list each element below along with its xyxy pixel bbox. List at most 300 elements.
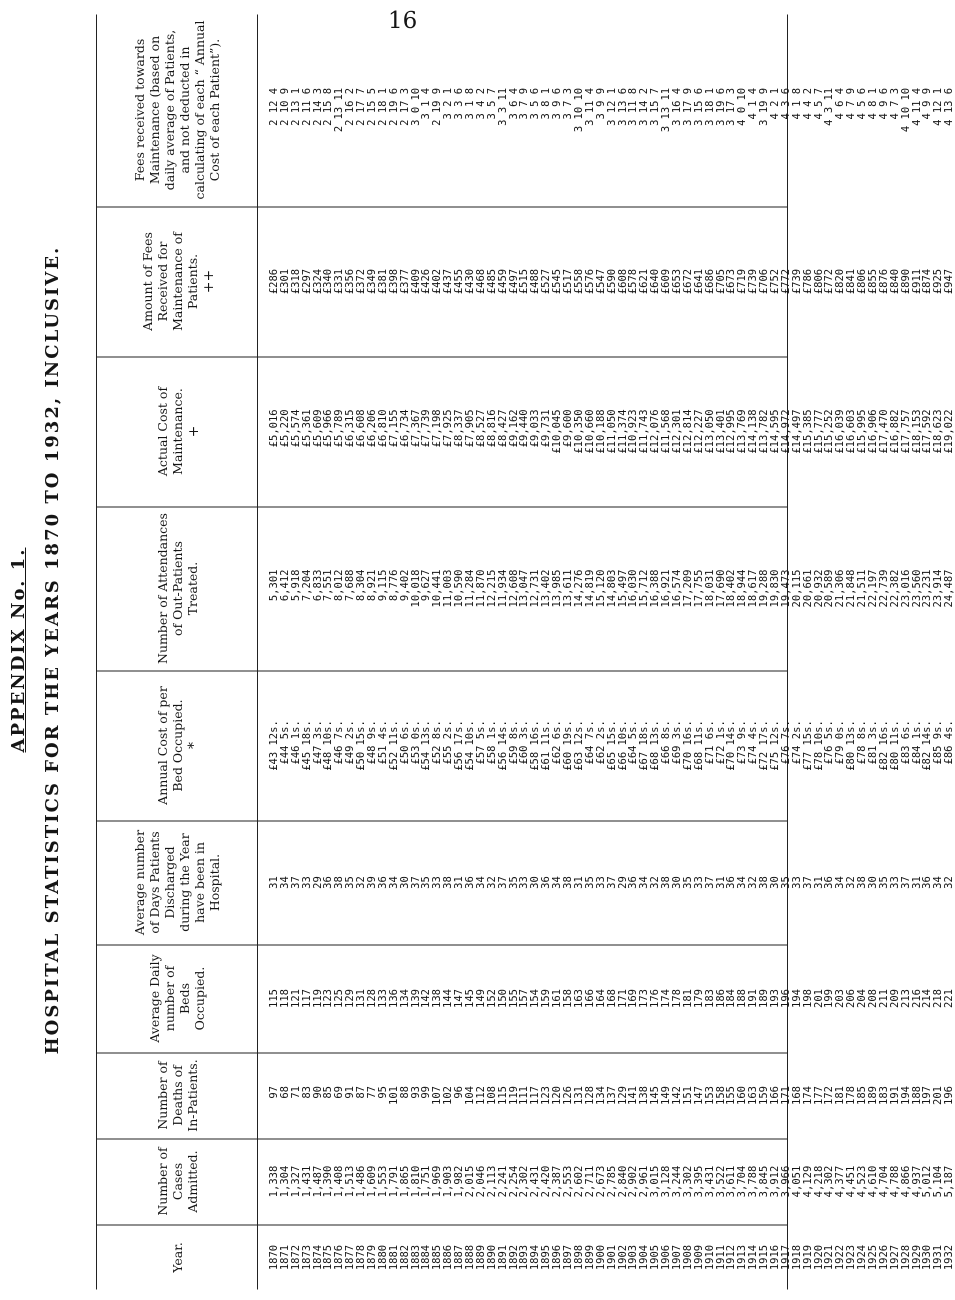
- table-cell: 32: [485, 876, 498, 889]
- table-cell: £11,568: [660, 409, 673, 454]
- table-cell: 22,382: [888, 569, 901, 608]
- table-cell: £64 5s.: [627, 720, 640, 765]
- column-header-admitted: [101, 1139, 255, 1225]
- statistics-table: [96, 15, 955, 1290]
- table-cell: 36: [921, 876, 934, 889]
- table-cell: 11,003: [442, 569, 455, 608]
- table-cell: 163: [572, 989, 585, 1008]
- table-cell: 18,944: [736, 569, 749, 608]
- table-cell: 8,012: [333, 569, 346, 602]
- table-title: HOSPITAL STATISTICS FOR THE YEARS 1870 TO 1932, INCLUSIVE.: [42, 245, 63, 1055]
- table-cell: 3 8 1: [540, 87, 553, 120]
- table-cell: 30: [768, 876, 781, 889]
- column-fees: [97, 207, 955, 358]
- table-cell: 16,921: [660, 569, 673, 608]
- table-cell: 1917: [779, 1244, 792, 1271]
- table-cell: £79 0s.: [834, 720, 847, 765]
- table-cell: £18,153: [910, 409, 923, 454]
- table-cell: £9,033: [529, 409, 542, 448]
- table-cell: 37: [496, 876, 509, 889]
- table-cell: 31: [714, 876, 727, 889]
- table-cell: 4 0 10: [736, 87, 749, 126]
- column-year: [97, 1226, 955, 1290]
- table-cell: 1,487: [311, 1165, 324, 1198]
- page-number: 16: [388, 8, 418, 34]
- column-values: [269, 357, 955, 507]
- table-cell: 12,608: [507, 569, 520, 608]
- table-cell: 191: [888, 1086, 901, 1105]
- table-cell: 4 8 1: [866, 87, 879, 120]
- table-cell: £76 7s.: [779, 720, 792, 765]
- table-cell: 1908: [681, 1244, 694, 1271]
- table-cell: 129: [616, 1086, 629, 1105]
- column-stay: [97, 821, 955, 946]
- table-cell: £9,600: [562, 409, 575, 448]
- table-cell: £739: [747, 268, 760, 295]
- table-cell: £64 7s.: [583, 720, 596, 765]
- table-cell: 71: [289, 1086, 302, 1099]
- table-cell: 3 15 6: [692, 87, 705, 126]
- table-cell: 144: [442, 989, 455, 1008]
- table-cell: 4,129: [801, 1165, 814, 1198]
- table-cell: 4 2 1: [768, 87, 781, 120]
- table-cell: £50 6s.: [398, 720, 411, 765]
- table-cell: £806: [812, 268, 825, 295]
- table-cell: 18,617: [747, 569, 760, 608]
- table-cell: £15,385: [801, 409, 814, 454]
- table-cell: 4 12 1: [932, 87, 945, 126]
- table-cell: £10,660: [583, 409, 596, 454]
- table-cell: £43 12s.: [268, 720, 280, 771]
- table-cell: £72 17s.: [758, 720, 771, 771]
- table-cell: 4 10 10: [899, 87, 912, 133]
- table-cell: £297: [300, 268, 313, 295]
- table-cell: £9,162: [507, 409, 520, 448]
- table-cell: £5,016: [268, 409, 280, 448]
- table-cell: £558: [572, 268, 585, 295]
- table-cell: 3 13 6: [616, 87, 629, 126]
- table-cell: 1916: [768, 1244, 781, 1271]
- table-cell: 1932: [943, 1244, 955, 1271]
- table-cell: 1928: [899, 1244, 912, 1271]
- table-cell: £14,497: [790, 409, 803, 454]
- table-cell: 161: [551, 989, 564, 1008]
- table-cell: £17,470: [877, 409, 890, 454]
- table-cell: 4,523: [856, 1165, 869, 1198]
- table-cell: 23,231: [921, 569, 934, 608]
- table-cell: £340: [322, 268, 335, 295]
- table-cell: £56 17s.: [453, 720, 466, 771]
- table-cell: £50 15s.: [355, 720, 368, 771]
- table-cell: 21,511: [856, 569, 869, 608]
- table-cell: £739: [790, 268, 803, 295]
- table-cell: 4,451: [845, 1165, 858, 1198]
- table-cell: £324: [311, 268, 324, 295]
- table-cell: 3 7 3: [562, 87, 575, 120]
- table-cell: £527: [540, 268, 553, 295]
- column-values: [269, 821, 955, 945]
- table-cell: £17,592: [921, 409, 934, 454]
- table-cell: £301: [278, 268, 291, 295]
- table-cell: 5,187: [943, 1165, 955, 1198]
- table-cell: £54 13s.: [420, 720, 433, 771]
- table-cell: £74 2s.: [790, 720, 803, 765]
- table-cell: 30: [866, 876, 879, 889]
- table-cell: £11,374: [616, 409, 629, 454]
- table-cell: £78 10s.: [812, 720, 825, 771]
- table-cell: 1930: [921, 1244, 934, 1271]
- table-cell: £719: [736, 268, 749, 295]
- table-cell: 149: [660, 1086, 673, 1105]
- table-cell: £7,905: [464, 409, 477, 448]
- table-cell: 17,209: [681, 569, 694, 608]
- table-cell: 33: [692, 876, 705, 889]
- table-cell: £70 14s.: [725, 720, 738, 771]
- table-cell: £11,050: [605, 409, 618, 454]
- table-cell: 3,966: [779, 1165, 792, 1198]
- column-header-feesdaily: [101, 14, 255, 207]
- table-cell: 1891: [496, 1244, 509, 1271]
- table-cell: £76 5s.: [823, 720, 836, 765]
- table-cell: £608: [616, 268, 629, 295]
- table-cell: 1923: [845, 1244, 858, 1271]
- table-cell: 4 5 6: [856, 87, 869, 120]
- table-cell: 12,215: [485, 569, 498, 608]
- table-cell: £62 6s.: [551, 720, 564, 765]
- table-cell: £9,440: [518, 409, 531, 448]
- table-cell: 218: [932, 989, 945, 1008]
- table-cell: £84 1s.: [910, 720, 923, 765]
- table-cell: £15,995: [856, 409, 869, 454]
- table-cell: £61 11s.: [540, 720, 553, 771]
- column-values: [269, 671, 955, 821]
- table-cell: 38: [562, 876, 575, 889]
- table-cell: £706: [758, 268, 771, 295]
- table-cell: £640: [649, 268, 662, 295]
- table-cell: 194: [899, 1086, 912, 1105]
- table-cell: 2 15 5: [366, 87, 379, 126]
- table-cell: 13,402: [540, 569, 553, 608]
- table-cell: 97: [268, 1086, 280, 1099]
- table-cell: 11,934: [496, 569, 509, 608]
- table-cell: 2,241: [496, 1165, 509, 1198]
- table-cell: 1,751: [420, 1165, 433, 1198]
- table-cell: 3,788: [747, 1165, 760, 1198]
- column-header-outpatients: [101, 507, 255, 671]
- table-cell: £13,401: [714, 409, 727, 454]
- table-cell: 133: [376, 989, 389, 1008]
- table-cell: 197: [921, 1086, 934, 1105]
- table-cell: 69: [333, 1086, 346, 1099]
- table-cell: £55 2s.: [442, 720, 455, 765]
- table-cell: 34: [736, 876, 749, 889]
- table-cell: £377: [398, 268, 411, 295]
- table-cell: 1931: [932, 1244, 945, 1271]
- table-cell: 36: [540, 876, 553, 889]
- table-cell: 1907: [670, 1244, 683, 1271]
- table-cell: 7,688: [344, 569, 357, 602]
- table-cell: 3 11 4: [583, 87, 596, 126]
- table-cell: 1886: [442, 1244, 455, 1271]
- column-header-fees: [101, 207, 255, 357]
- table-cell: 213: [899, 989, 912, 1008]
- table-cell: 1882: [398, 1244, 411, 1271]
- table-cell: 1,903: [442, 1165, 455, 1198]
- table-cell: £855: [866, 268, 879, 295]
- table-cell: £47 3s.: [311, 720, 324, 765]
- table-cell: 33: [431, 876, 444, 889]
- table-cell: 120: [551, 1086, 564, 1105]
- column-cost: [97, 357, 955, 508]
- table-cell: £947: [943, 268, 955, 295]
- table-cell: 4 9 9: [921, 87, 934, 120]
- table-cell: 1927: [888, 1244, 901, 1271]
- table-cell: £14,972: [779, 409, 792, 454]
- table-cell: £71 6s.: [703, 720, 716, 765]
- table-cell: £60 19s.: [562, 720, 575, 771]
- table-cell: £488: [529, 268, 542, 295]
- table-cell: 145: [649, 1086, 662, 1105]
- table-cell: 7,204: [300, 569, 313, 602]
- table-cell: 39: [366, 876, 379, 889]
- table-cell: 2 14 3: [311, 87, 324, 126]
- table-cell: 2,673: [594, 1165, 607, 1198]
- table-cell: 34: [387, 876, 400, 889]
- table-cell: 2 13 11: [333, 87, 346, 133]
- table-cell: 179: [692, 989, 705, 1008]
- table-cell: £45 18s.: [300, 720, 313, 771]
- table-cell: £48 10s.: [322, 720, 335, 771]
- table-cell: £82 14s.: [921, 720, 934, 771]
- table-cell: 1918: [790, 1244, 803, 1271]
- table-cell: 139: [409, 989, 422, 1008]
- table-cell: 4 7 9: [845, 87, 858, 120]
- table-cell: 18,402: [725, 569, 738, 608]
- table-cell: £16,603: [845, 409, 858, 454]
- table-cell: 201: [812, 989, 825, 1008]
- table-cell: 30: [529, 876, 542, 889]
- table-cell: 3,704: [736, 1165, 749, 1198]
- table-cell: 2 19 9: [431, 87, 444, 126]
- table-cell: £63 12s.: [572, 720, 585, 771]
- table-cell: 2,431: [529, 1165, 542, 1198]
- table-cell: £497: [507, 268, 520, 295]
- table-cell: 30: [670, 876, 683, 889]
- table-cell: 32: [845, 876, 858, 889]
- table-cell: 2,046: [474, 1165, 487, 1198]
- table-cell: 3 6 4: [507, 87, 520, 120]
- table-cell: 32: [355, 876, 368, 889]
- table-cell: 34: [278, 876, 291, 889]
- table-cell: £8,427: [496, 409, 509, 448]
- table-cell: 1878: [355, 1244, 368, 1271]
- table-cell: 199: [823, 989, 836, 1008]
- table-cell: 35: [344, 876, 357, 889]
- column-header-text: Number of Attendances of Out-Patients Treated.: [154, 513, 200, 664]
- table-cell: 1876: [333, 1244, 346, 1271]
- table-cell: 14,276: [572, 569, 585, 608]
- table-cell: 102: [442, 1086, 455, 1105]
- table-cell: 171: [779, 1086, 792, 1105]
- table-cell: 1912: [725, 1244, 738, 1271]
- table-cell: £72 1s.: [714, 720, 727, 765]
- table-cell: £286: [268, 268, 280, 295]
- table-cell: 20,932: [812, 569, 825, 608]
- table-cell: £840: [888, 268, 901, 295]
- table-cell: 3 16 4: [670, 87, 683, 126]
- column-values: [269, 945, 955, 1053]
- table-cell: £6,315: [344, 409, 357, 448]
- table-cell: £372: [355, 268, 368, 295]
- column-feesdaily: [97, 14, 955, 208]
- table-cell: 1885: [431, 1244, 444, 1271]
- table-cell: 32: [943, 876, 955, 889]
- table-cell: 1,338: [268, 1165, 280, 1198]
- table-cell: 36: [464, 876, 477, 889]
- table-cell: 166: [768, 1086, 781, 1105]
- table-cell: 188: [736, 989, 749, 1008]
- table-cell: 115: [268, 989, 280, 1008]
- table-cell: 2 11 6: [300, 87, 313, 126]
- table-cell: £10,045: [551, 409, 564, 454]
- table-cell: £468: [474, 268, 487, 295]
- table-cell: 2 12 4: [268, 87, 280, 126]
- table-cell: 129: [344, 989, 357, 1008]
- table-cell: £12,301: [670, 409, 683, 454]
- table-cell: £547: [594, 268, 607, 295]
- table-cell: 204: [856, 989, 869, 1008]
- table-cell: 83: [300, 1086, 313, 1099]
- table-cell: £426: [420, 268, 433, 295]
- table-cell: 2 15 8: [322, 87, 335, 126]
- table-cell: 1,390: [322, 1165, 335, 1198]
- table-cell: 3 7 9: [518, 87, 531, 120]
- table-cell: 90: [311, 1086, 324, 1099]
- table-cell: 1,304: [278, 1165, 291, 1198]
- table-cell: 4,866: [899, 1165, 912, 1198]
- table-cell: 1875: [322, 1244, 335, 1271]
- table-cell: 1902: [616, 1244, 629, 1271]
- table-cell: £60 3s.: [518, 720, 531, 765]
- table-cell: 177: [812, 1086, 825, 1105]
- table-cell: 159: [758, 1086, 771, 1105]
- table-cell: 1906: [660, 1244, 673, 1271]
- table-cell: 214: [921, 989, 934, 1008]
- table-cell: 99: [420, 1086, 433, 1099]
- table-cell: 4 5 7: [812, 87, 825, 120]
- table-cell: £485: [485, 268, 498, 295]
- table-cell: £5,220: [278, 409, 291, 448]
- table-cell: 191: [747, 989, 760, 1008]
- table-cell: £515: [518, 268, 531, 295]
- table-cell: 38: [442, 876, 455, 889]
- table-cell: 3 3 6: [453, 87, 466, 120]
- table-cell: 34: [551, 876, 564, 889]
- table-cell: 88: [398, 1086, 411, 1099]
- table-cell: 1921: [823, 1244, 836, 1271]
- table-cell: 3 5 7: [485, 87, 498, 120]
- table-cell: 4,302: [823, 1165, 836, 1198]
- table-cell: £911: [910, 268, 923, 295]
- table-cell: 13,611: [562, 569, 575, 608]
- table-cell: 4 1 4: [747, 87, 760, 120]
- table-cell: 2,254: [507, 1165, 520, 1198]
- table-cell: 10,018: [409, 569, 422, 608]
- table-cell: £6,608: [355, 409, 368, 448]
- table-cell: 33: [790, 876, 803, 889]
- table-cell: £16,882: [888, 409, 901, 454]
- table-cell: £653: [670, 268, 683, 295]
- table-cell: 3 4 2: [474, 87, 487, 120]
- table-cell: 3 17 9: [681, 87, 694, 126]
- table-cell: £85 9s.: [932, 720, 945, 765]
- table-cell: 138: [431, 989, 444, 1008]
- table-cell: £49 2s.: [344, 720, 357, 765]
- table-cell: £9,731: [540, 409, 553, 448]
- table-cell: 186: [714, 989, 727, 1008]
- table-cell: 10,590: [453, 569, 466, 608]
- table-cell: 208: [866, 989, 879, 1008]
- table-cell: 1,431: [300, 1165, 313, 1198]
- column-header-bedcost: [101, 671, 255, 821]
- table-cell: 194: [790, 989, 803, 1008]
- table-cell: 37: [289, 876, 302, 889]
- table-cell: 126: [562, 1086, 575, 1105]
- table-cell: 2 17 7: [355, 87, 368, 126]
- table-cell: 15,712: [638, 569, 651, 608]
- column-outpatients: [97, 507, 955, 672]
- table-cell: 3 14 2: [638, 87, 651, 126]
- table-cell: 3 18 1: [703, 87, 716, 126]
- table-cell: £13,769: [736, 409, 749, 454]
- column-header-text: Fees received towards Maintenance (based on daily average of Patients, and not deducted in calculating of each “ Annual Cost of each Patient”).: [132, 20, 222, 200]
- table-cell: 166: [583, 989, 596, 1008]
- table-cell: 4 3 6: [779, 87, 792, 120]
- table-cell: 36: [823, 876, 836, 889]
- table-cell: 2,785: [605, 1165, 618, 1198]
- table-cell: 93: [409, 1086, 422, 1099]
- table-cell: 1896: [551, 1244, 564, 1271]
- table-cell: 1,327: [289, 1165, 302, 1198]
- table-cell: £75 12s.: [768, 720, 781, 771]
- table-cell: 8,921: [366, 569, 379, 602]
- table-cell: 3 9 6: [551, 87, 564, 120]
- table-cell: £517: [562, 268, 575, 295]
- table-cell: 189: [866, 1086, 879, 1105]
- table-cell: 6,833: [311, 569, 324, 602]
- table-cell: 4 13 6: [943, 87, 955, 126]
- table-cell: 3,522: [714, 1165, 727, 1198]
- table-cell: 1879: [366, 1244, 379, 1271]
- table-cell: 168: [605, 989, 618, 1008]
- table-cell: 16,388: [649, 569, 662, 608]
- table-cell: £7,925: [442, 409, 455, 448]
- table-cell: 136: [387, 989, 400, 1008]
- table-cell: 3 13 11: [660, 87, 673, 133]
- table-cell: 189: [758, 989, 771, 1008]
- table-cell: 141: [627, 1086, 640, 1105]
- table-cell: £806: [856, 268, 869, 295]
- table-cell: 151: [681, 1086, 694, 1105]
- table-cell: 12,731: [529, 569, 542, 608]
- table-cell: 1925: [866, 1244, 879, 1271]
- table-cell: 3 12 1: [605, 87, 618, 126]
- column-header-text: Amount of Fees Received for Maintenance of Patients.: [139, 232, 200, 331]
- table-cell: 1929: [910, 1244, 923, 1271]
- column-values: [269, 1139, 955, 1225]
- table-cell: 31: [572, 876, 585, 889]
- table-cell: £349: [366, 268, 379, 295]
